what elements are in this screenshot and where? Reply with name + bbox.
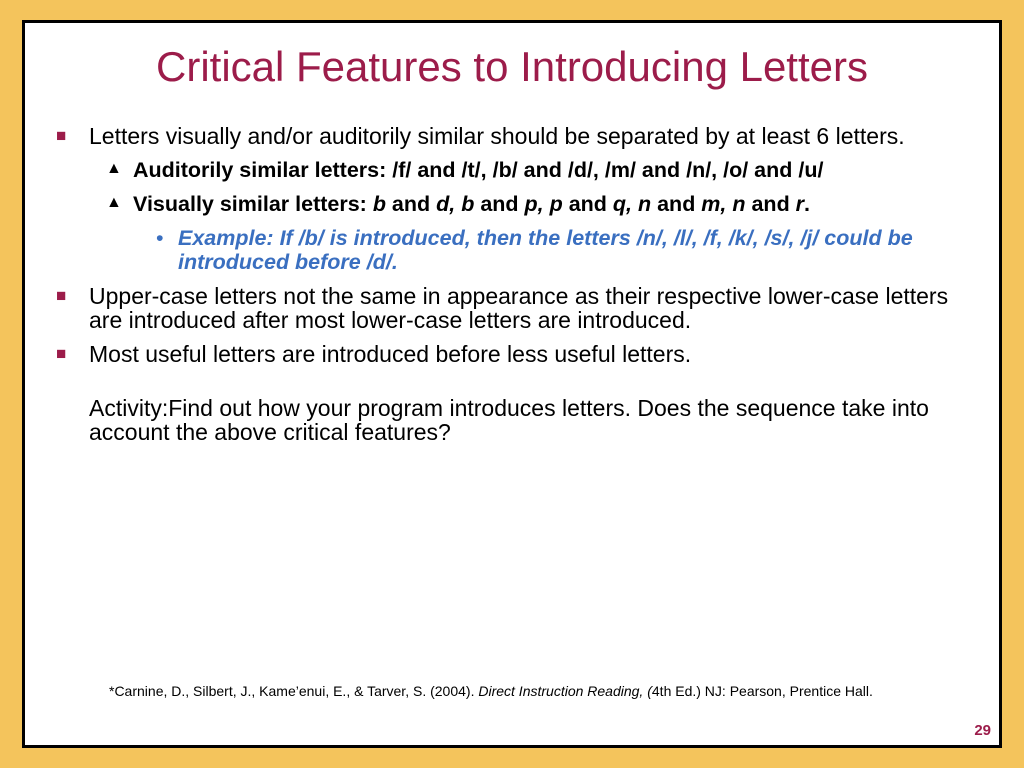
sub-bullet-item [106,158,985,182]
page-number: 29 [974,722,991,739]
slide [22,20,1002,748]
activity-text: Activity:Find out how your program introduces letters. Does the sequence take into account the above critical features? [89,395,929,445]
connector: and [385,192,437,216]
bullet-text: Upper-case letters not the same in appearance as their respective lower-case letters are introduced after most lower-case letters are introduced. [89,283,949,333]
citation-authors: *Carnine, D., Silbert, J., Kame’enui, E., & Tarver, S. (2004). [109,683,479,699]
connector: and [651,192,702,216]
letter-pair: m, n [701,192,746,216]
citation-publisher: 4th Ed.) NJ: Pearson, Prentice Hall. [651,683,873,699]
bullet-item [56,123,985,149]
square-bullet-icon: ■ [56,126,67,145]
letter-pair: q, n [612,192,652,216]
sub-bullet-text: Auditorily similar letters: /f/ and /t/, /b/ and /d/, /m/ and /n/, /o/ and /u/ [133,158,824,182]
slide-title: Critical Features to Introducing Letters [156,43,868,90]
sub-bullet-label: Visually similar letters: [133,192,373,216]
connector: and [745,192,796,216]
slide-content [56,123,985,445]
letter-pair: r [795,192,805,216]
square-bullet-icon: ■ [56,286,67,305]
letter-pair: p, p [524,192,563,216]
bullet-item [56,283,985,333]
triangle-bullet-icon: ▲ [106,160,122,177]
citation [109,681,969,701]
example-text: Example: If /b/ is introduced, then the letters /n/, /l/, /f, /k/, /s/, /j/ could be introduced before /d/. [178,226,913,274]
connector: and [474,192,525,216]
citation-title: Direct Instruction Reading, ( [478,683,652,699]
dot-bullet-icon: • [156,226,164,250]
letter-pair: d, b [436,192,475,216]
period: . [804,192,811,216]
example-item [156,226,985,274]
bullet-item [56,341,985,367]
bullet-text: Most useful letters are introduced before less useful letters. [89,341,692,367]
triangle-bullet-icon: ▲ [106,194,122,211]
sub-bullet-item [106,192,985,216]
letter-pair: b [372,192,386,216]
square-bullet-icon: ■ [56,344,67,363]
connector: and [562,192,613,216]
bullet-text: Letters visually and/or auditorily similar should be separated by at least 6 letters. [89,123,905,149]
